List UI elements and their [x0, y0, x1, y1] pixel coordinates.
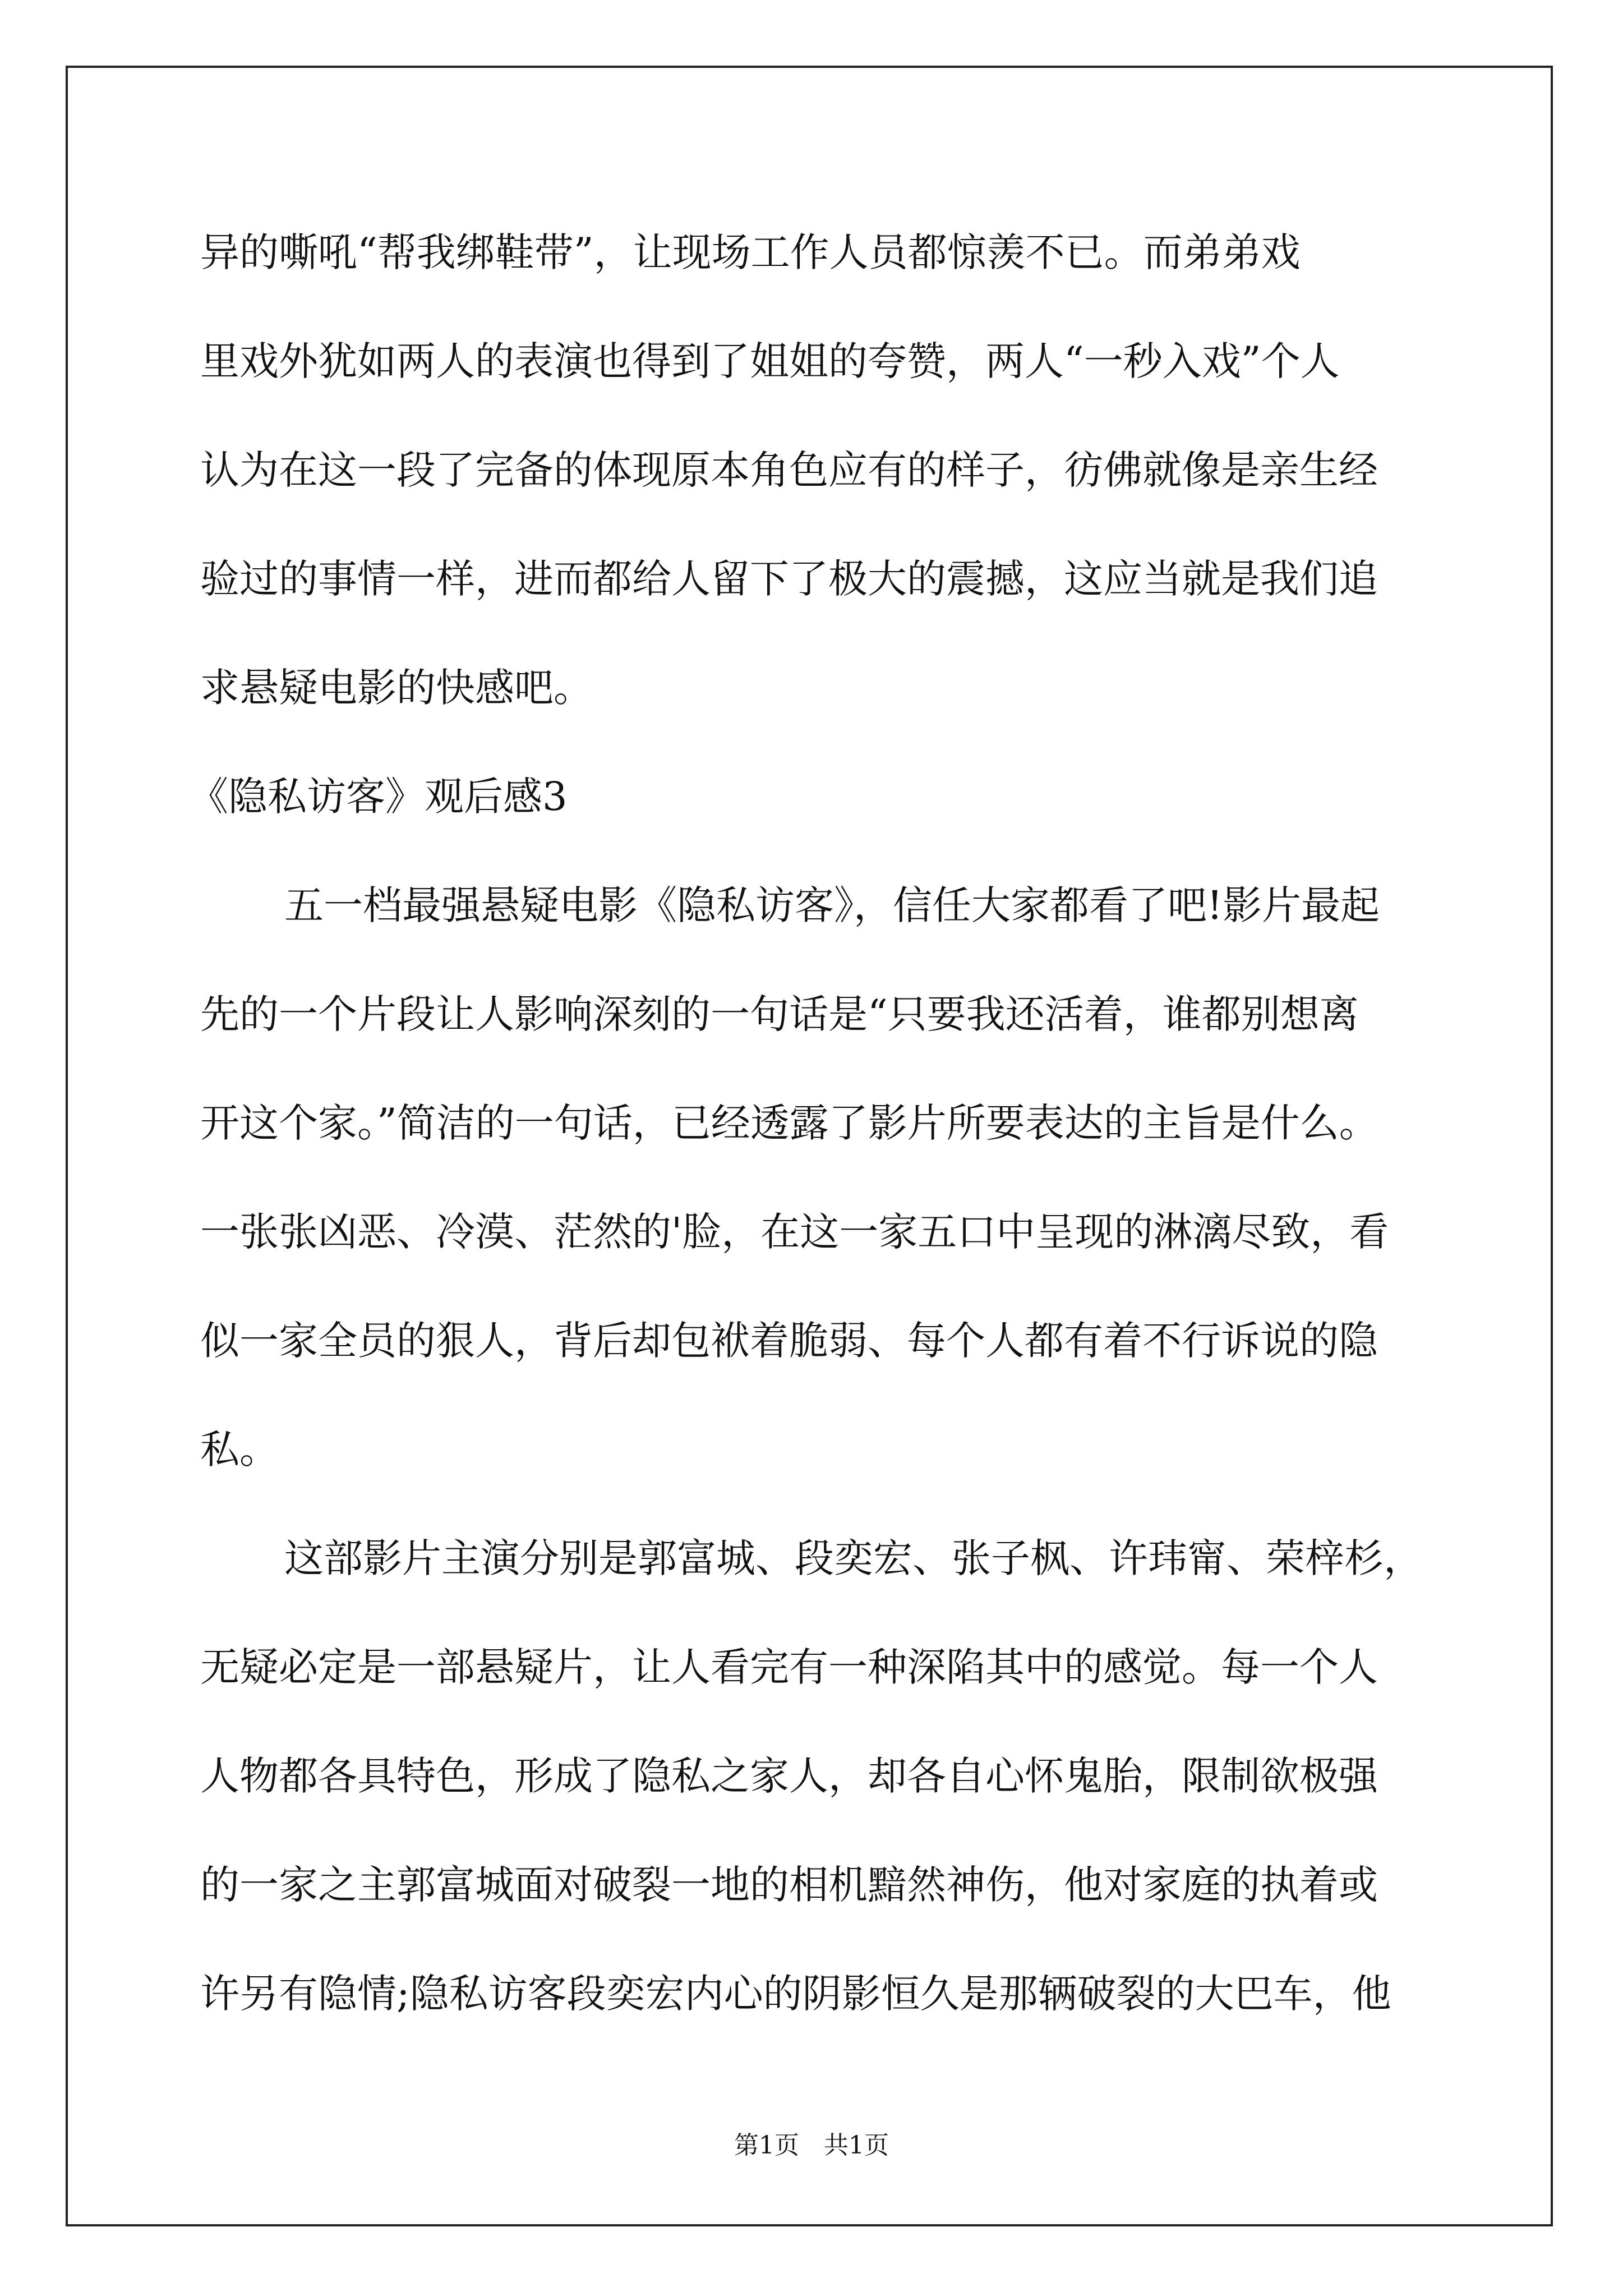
document-body — [189, 219, 1445, 2069]
body-line: 认为在这一段了完备的体现原本角色应有的样子，彷佛就像是亲生经 — [200, 447, 1378, 493]
body-line: 开这个家。”简洁的一句话，已经透露了影片所要表达的主旨是什么。 — [200, 1100, 1378, 1146]
body-line: 人物都各具特色，形成了隐私之家人，却各自心怀鬼胎，限制欲极强 — [200, 1753, 1378, 1799]
body-line: 似一家全员的狠人，背后却包袱着脆弱、每个人都有着不行诉说的隐 — [200, 1318, 1378, 1364]
section-heading: 《隐私访客》观后感3 — [189, 774, 568, 820]
paragraph-first-line: 五一档最强悬疑电影《隐私访客》，信任大家都看了吧!影片最起 — [284, 882, 1380, 928]
body-line: 里戏外犹如两人的表演也得到了姐姐的夸赞，两人“一秒入戏”个人 — [200, 338, 1340, 384]
page-footer: 第1页 共1页 — [734, 2131, 889, 2160]
body-line: 验过的事情一样，进而都给人留下了极大的震撼，这应当就是我们追 — [200, 556, 1378, 602]
body-line: 许另有隐情;隐私访客段奕宏内心的阴影恒久是那辆破裂的大巴车，他 — [200, 1971, 1391, 2017]
body-line: 异的嘶吼“帮我绑鞋带”，让现场工作人员都惊羡不已。而弟弟戏 — [200, 229, 1301, 275]
body-line: 无疑必定是一部悬疑片，让人看完有一种深陷其中的感觉。每一个人 — [200, 1644, 1378, 1690]
body-line: 的一家之主郭富城面对破裂一地的相机黯然神伤，他对家庭的执着或 — [200, 1862, 1378, 1908]
body-line: 私。 — [200, 1427, 279, 1473]
body-line: 求悬疑电影的快感吧。 — [200, 665, 593, 711]
body-line: 一张张凶恶、冷漠、茫然的'脸，在这一家五口中呈现的淋漓尽致，看 — [200, 1209, 1389, 1255]
body-line: 先的一个片段让人影响深刻的一句话是“只要我还活着，谁都别想离 — [200, 991, 1359, 1037]
paragraph-first-line: 这部影片主演分别是郭富城、段奕宏、张子枫、许玮甯、荣梓杉， — [284, 1535, 1423, 1581]
